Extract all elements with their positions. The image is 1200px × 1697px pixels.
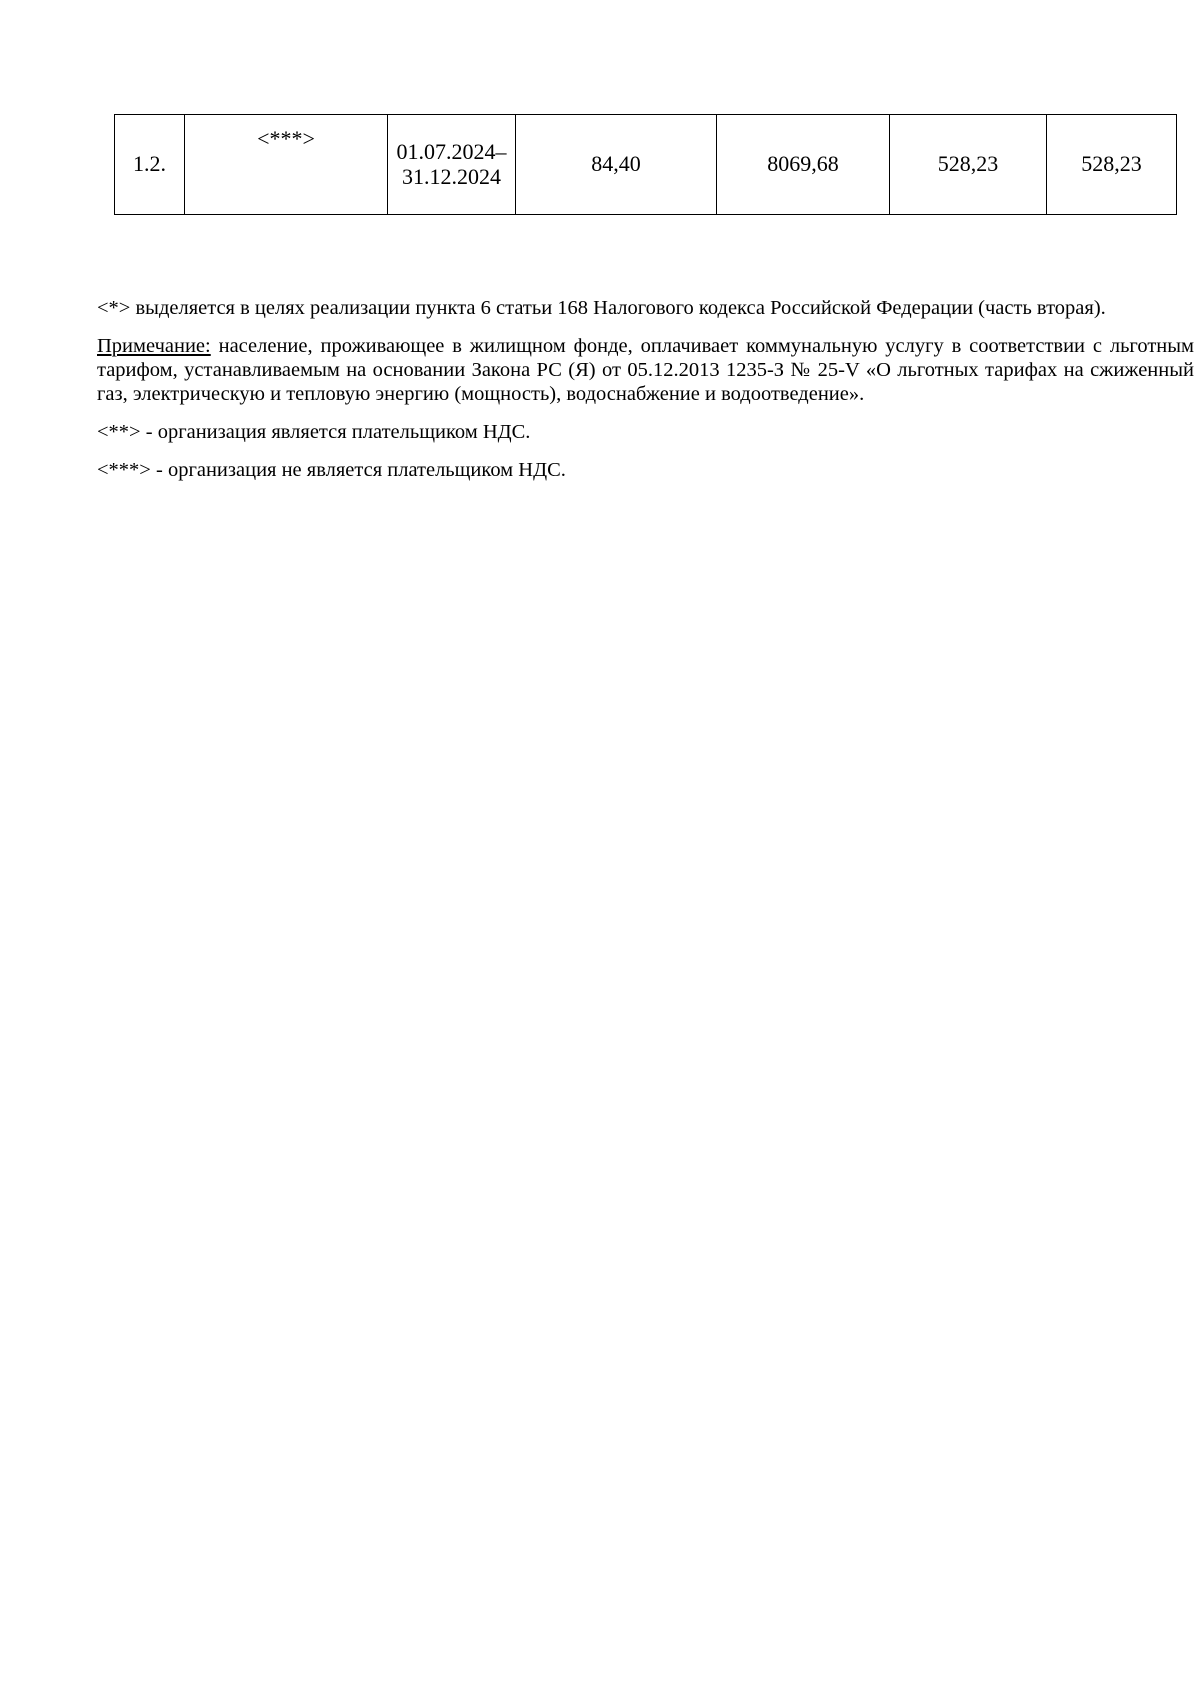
remark-label: Примечание: <box>97 335 211 357</box>
period-end: 31.12.2024 <box>402 163 501 189</box>
organization-cell: <***> <box>185 115 388 215</box>
footnote-vat-payer: <**> - организация является плательщиком НДС. <box>97 421 531 443</box>
period-start: 01.07.2024– <box>396 139 507 165</box>
period-cell <box>388 115 516 215</box>
value-cell-3: 528,23 <box>890 115 1047 215</box>
table-row <box>115 115 1177 215</box>
notes-section <box>97 296 1194 496</box>
row-number-cell: 1.2. <box>115 115 185 215</box>
tariff-table <box>114 114 1177 215</box>
value-cell-1: 84,40 <box>516 115 717 215</box>
value-cell-4: 528,23 <box>1047 115 1177 215</box>
footnote-vat-allocation: <*> выделяется в целях реализации пункта 6 статьи 168 Налогового кодекса Российской Федерации (часть вторая). <box>97 297 1106 319</box>
remark-paragraph <box>97 334 1194 406</box>
footnote-not-vat-payer: <***> - организация не является плательщиком НДС. <box>97 459 566 481</box>
remark-text: население, проживающее в жилищном фонде, оплачивает коммунальную услугу в соответствии с льготным тарифом, устанавливаемым на основании Закона РС (Я) от 05.12.2013 1235-З № 25-V «О льготных тарифах на сжиженный газ, электрическую и тепловую энергию (мощность), водоснабжение и водоотведение». <box>97 335 1194 405</box>
value-cell-2: 8069,68 <box>717 115 890 215</box>
